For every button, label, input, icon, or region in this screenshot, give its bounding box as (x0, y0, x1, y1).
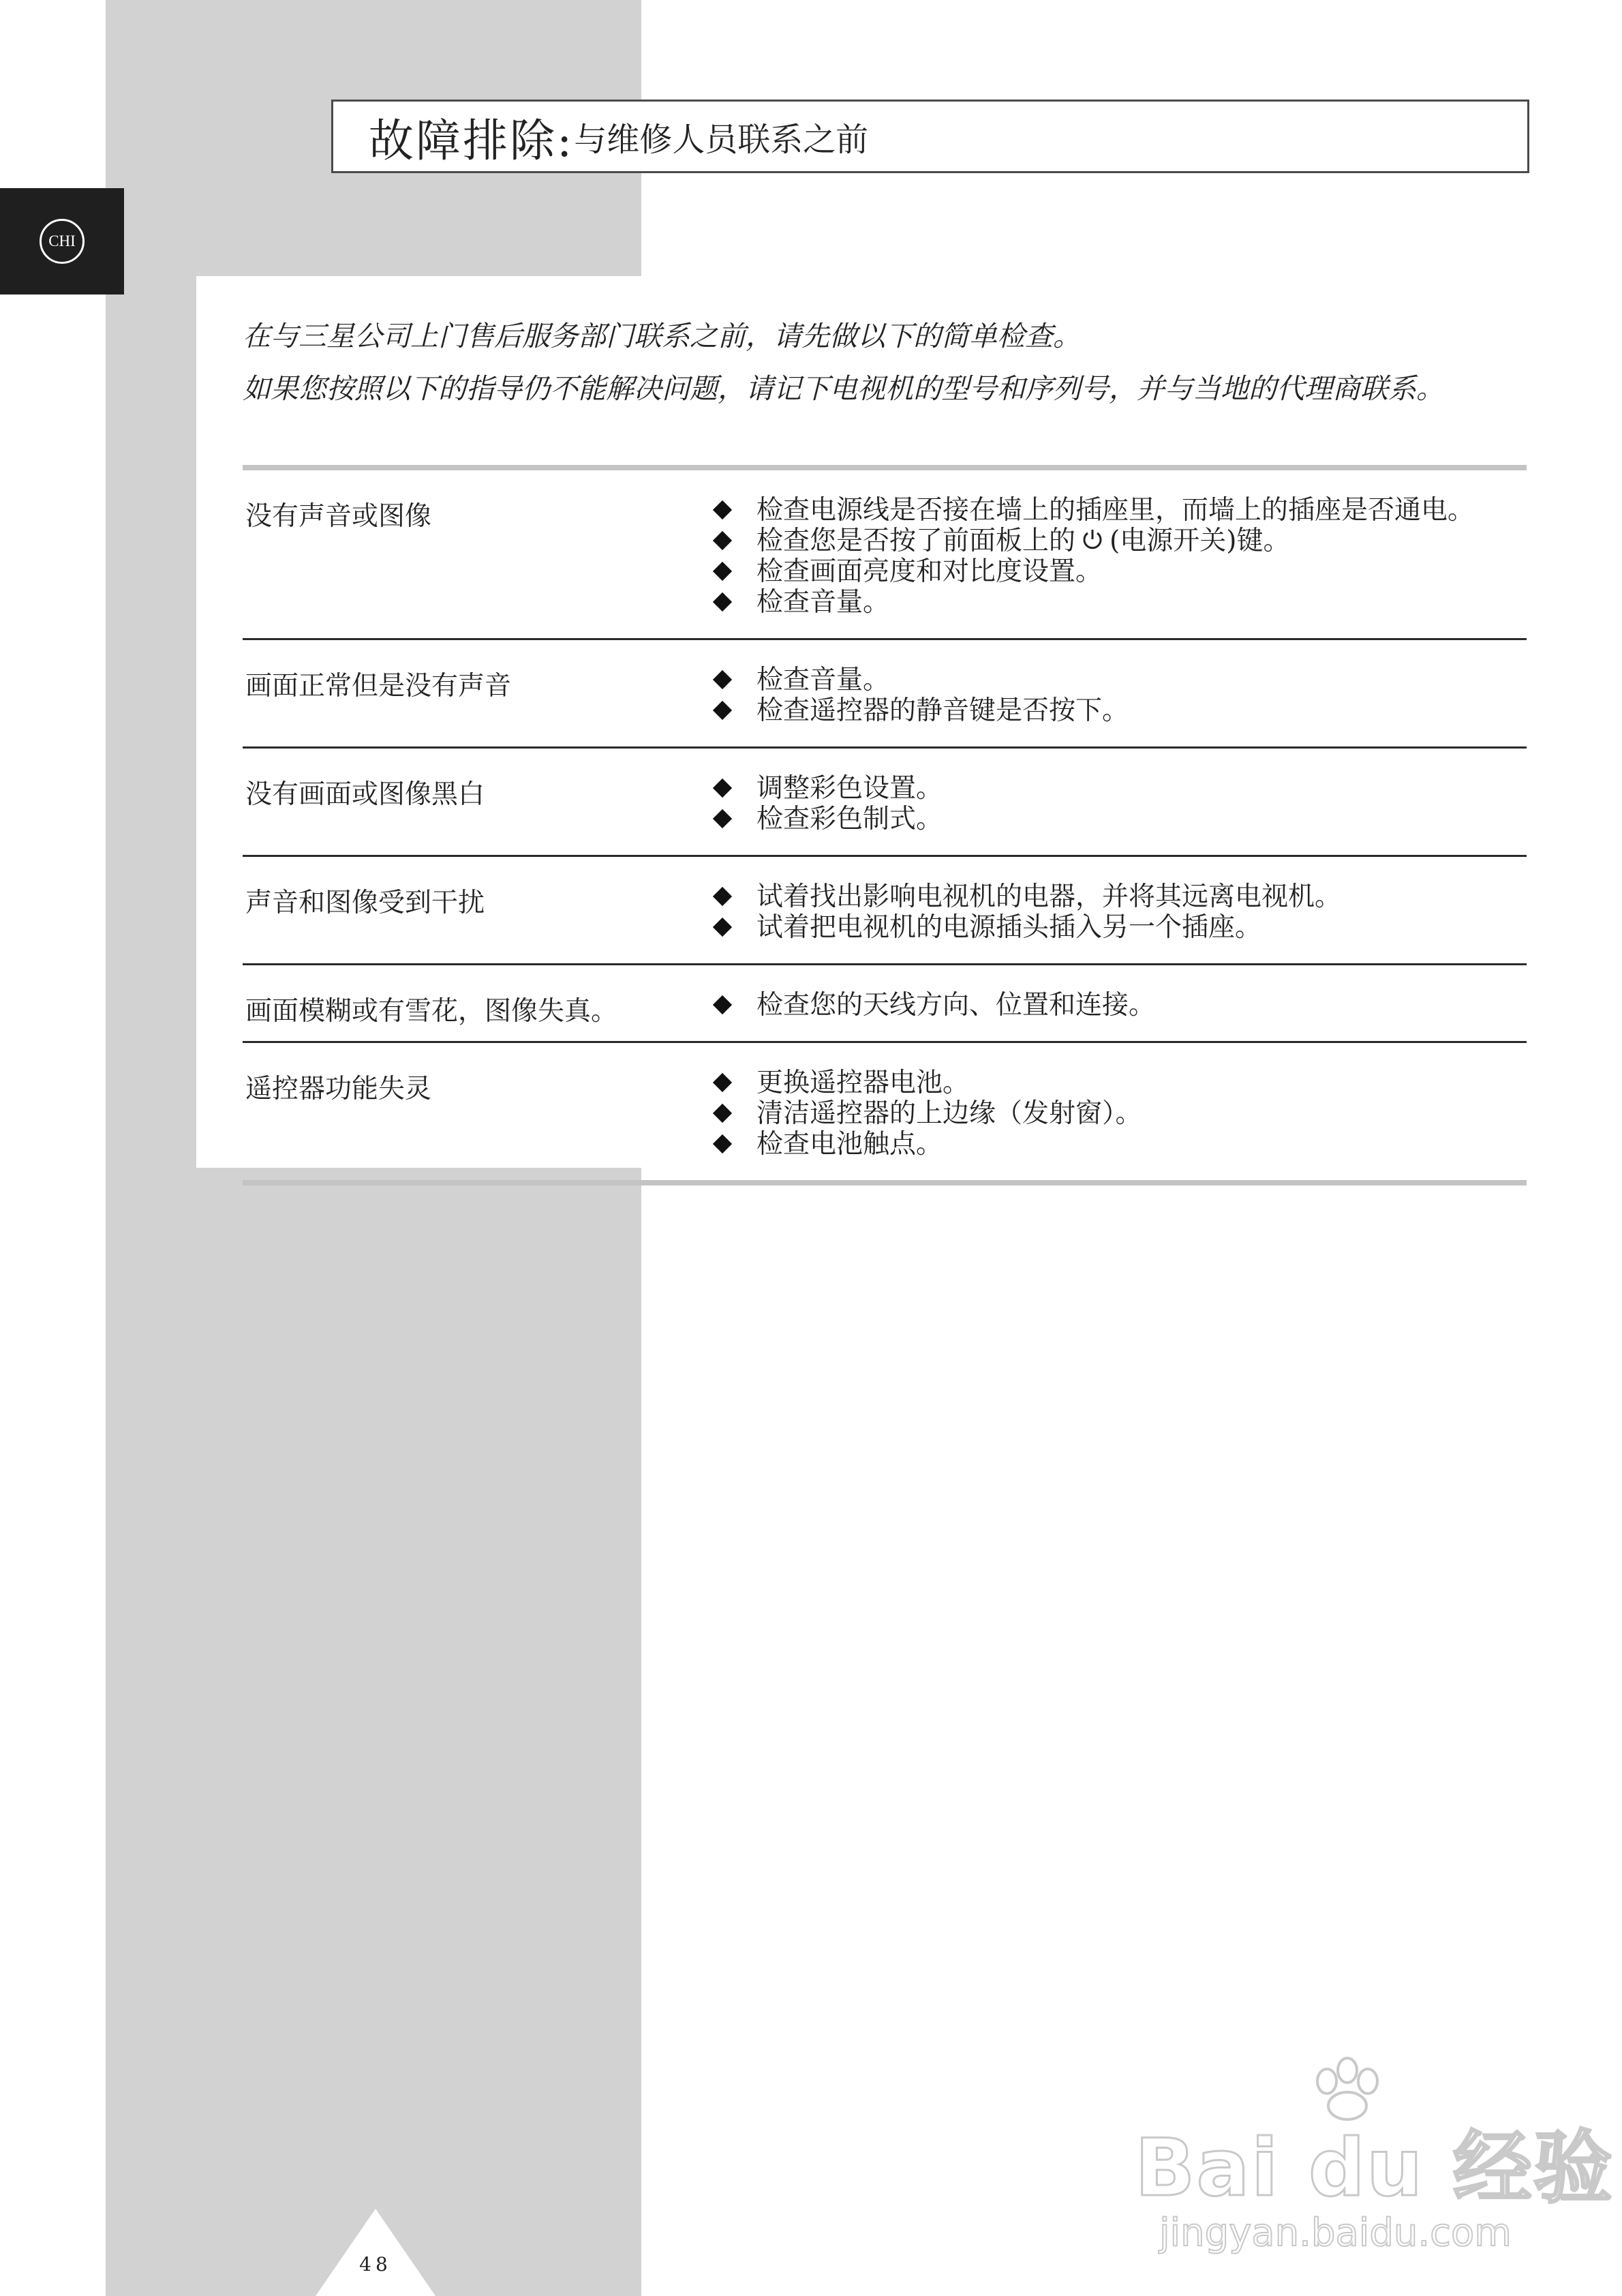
solution-list (713, 1068, 1142, 1160)
problem-label: 没有声音或图像 (245, 501, 432, 532)
solution-item (713, 526, 1474, 556)
solution-text: 检查音量。 (756, 587, 890, 618)
solution-text: 试着把电视机的电源插头插入另一个插座。 (756, 912, 1262, 943)
diamond-bullet-icon (713, 531, 732, 550)
solution-text: 检查画面亮度和对比度设置。 (756, 556, 1103, 587)
solution-list (713, 495, 1474, 618)
solution-text: 更换遥控器电池。 (756, 1068, 970, 1098)
solution-text: 检查彩色制式。 (756, 804, 943, 834)
solution-item (713, 1068, 1142, 1098)
diamond-bullet-icon (713, 1134, 732, 1153)
diamond-bullet-icon (713, 562, 732, 581)
baidu-watermark (1135, 2055, 1614, 2274)
solution-item (713, 804, 943, 834)
diamond-bullet-icon (713, 1073, 732, 1092)
solution-text: 检查遥控器的静音键是否按下。 (756, 695, 1129, 726)
title-subtitle: 与维修人员联系之前 (574, 120, 869, 159)
problem-label: 没有画面或图像黑白 (245, 779, 485, 810)
page-number-marker (316, 2209, 435, 2296)
solution-list (713, 990, 1155, 1021)
diamond-bullet-icon (713, 809, 732, 828)
table-row (243, 640, 1527, 746)
problem-label: 画面模糊或有雪花，图像失真。 (245, 996, 618, 1027)
solution-item (713, 665, 1129, 695)
solution-list (713, 881, 1341, 943)
solution-item (713, 495, 1474, 526)
solution-text: 检查您的天线方向、位置和连接。 (756, 990, 1156, 1021)
table-row (243, 470, 1527, 638)
table-row (243, 749, 1527, 855)
intro-line-1: 在与三星公司上门售后服务部门联系之前，请先做以下的简单检查。 (243, 320, 1081, 352)
watermark-url: jingyan.baidu.com (1159, 2211, 1512, 2255)
watermark-brand: Bai du 经验 (1135, 2122, 1614, 2214)
diamond-bullet-icon (713, 887, 732, 906)
solution-text: 清洁遥控器的上边缘（发射窗）。 (756, 1098, 1142, 1129)
solution-item (713, 556, 1474, 587)
solution-item (713, 881, 1341, 912)
problem-label: 遥控器功能失灵 (245, 1074, 432, 1104)
problem-label: 画面正常但是没有声音 (245, 671, 512, 701)
solution-item (713, 587, 1474, 618)
solution-item (713, 695, 1129, 726)
diamond-bullet-icon (713, 995, 732, 1014)
solution-item (713, 1098, 1142, 1129)
page-title (331, 100, 1529, 173)
solution-text: 检查您是否按了前面板上的 (756, 526, 1076, 556)
diamond-bullet-icon (713, 1104, 732, 1123)
table-row (243, 857, 1527, 963)
diamond-bullet-icon (713, 701, 732, 720)
table-row (243, 1043, 1527, 1180)
diamond-bullet-icon (713, 592, 732, 611)
solution-text: (电源开关)键。 (1110, 526, 1290, 556)
solution-list (713, 773, 943, 834)
solution-text: 检查电池触点。 (756, 1129, 943, 1160)
diamond-bullet-icon (713, 500, 732, 519)
solution-text: 检查电源线是否接在墙上的插座里，而墙上的插座是否通电。 (756, 495, 1475, 526)
diamond-bullet-icon (713, 779, 732, 798)
diamond-bullet-icon (713, 670, 732, 689)
table-row (243, 965, 1527, 1041)
problem-label: 声音和图像受到干扰 (245, 888, 485, 918)
table-bottom-rule (243, 1180, 1527, 1185)
solution-item (713, 773, 943, 804)
solution-item (713, 990, 1155, 1021)
language-tab (0, 188, 124, 294)
solution-item (713, 912, 1341, 943)
solution-text: 试着找出影响电视机的电器，并将其远离电视机。 (756, 881, 1342, 912)
solution-list (713, 665, 1129, 726)
page-number: 48 (359, 2253, 392, 2276)
diamond-bullet-icon (713, 918, 732, 937)
solution-item (713, 1129, 1142, 1160)
power-icon (1081, 528, 1104, 552)
solution-text: 调整彩色设置。 (756, 773, 943, 804)
solution-text: 检查音量。 (756, 665, 890, 695)
intro-line-2: 如果您按照以下的指导仍不能解决问题，请记下电视机的型号和序列号，并与当地的代理商联系。 (243, 372, 1444, 405)
troubleshooting-table (243, 465, 1527, 1185)
table-top-rule (243, 465, 1527, 470)
language-badge: CHI (40, 219, 85, 264)
title-main: 故障排除: (369, 114, 575, 167)
